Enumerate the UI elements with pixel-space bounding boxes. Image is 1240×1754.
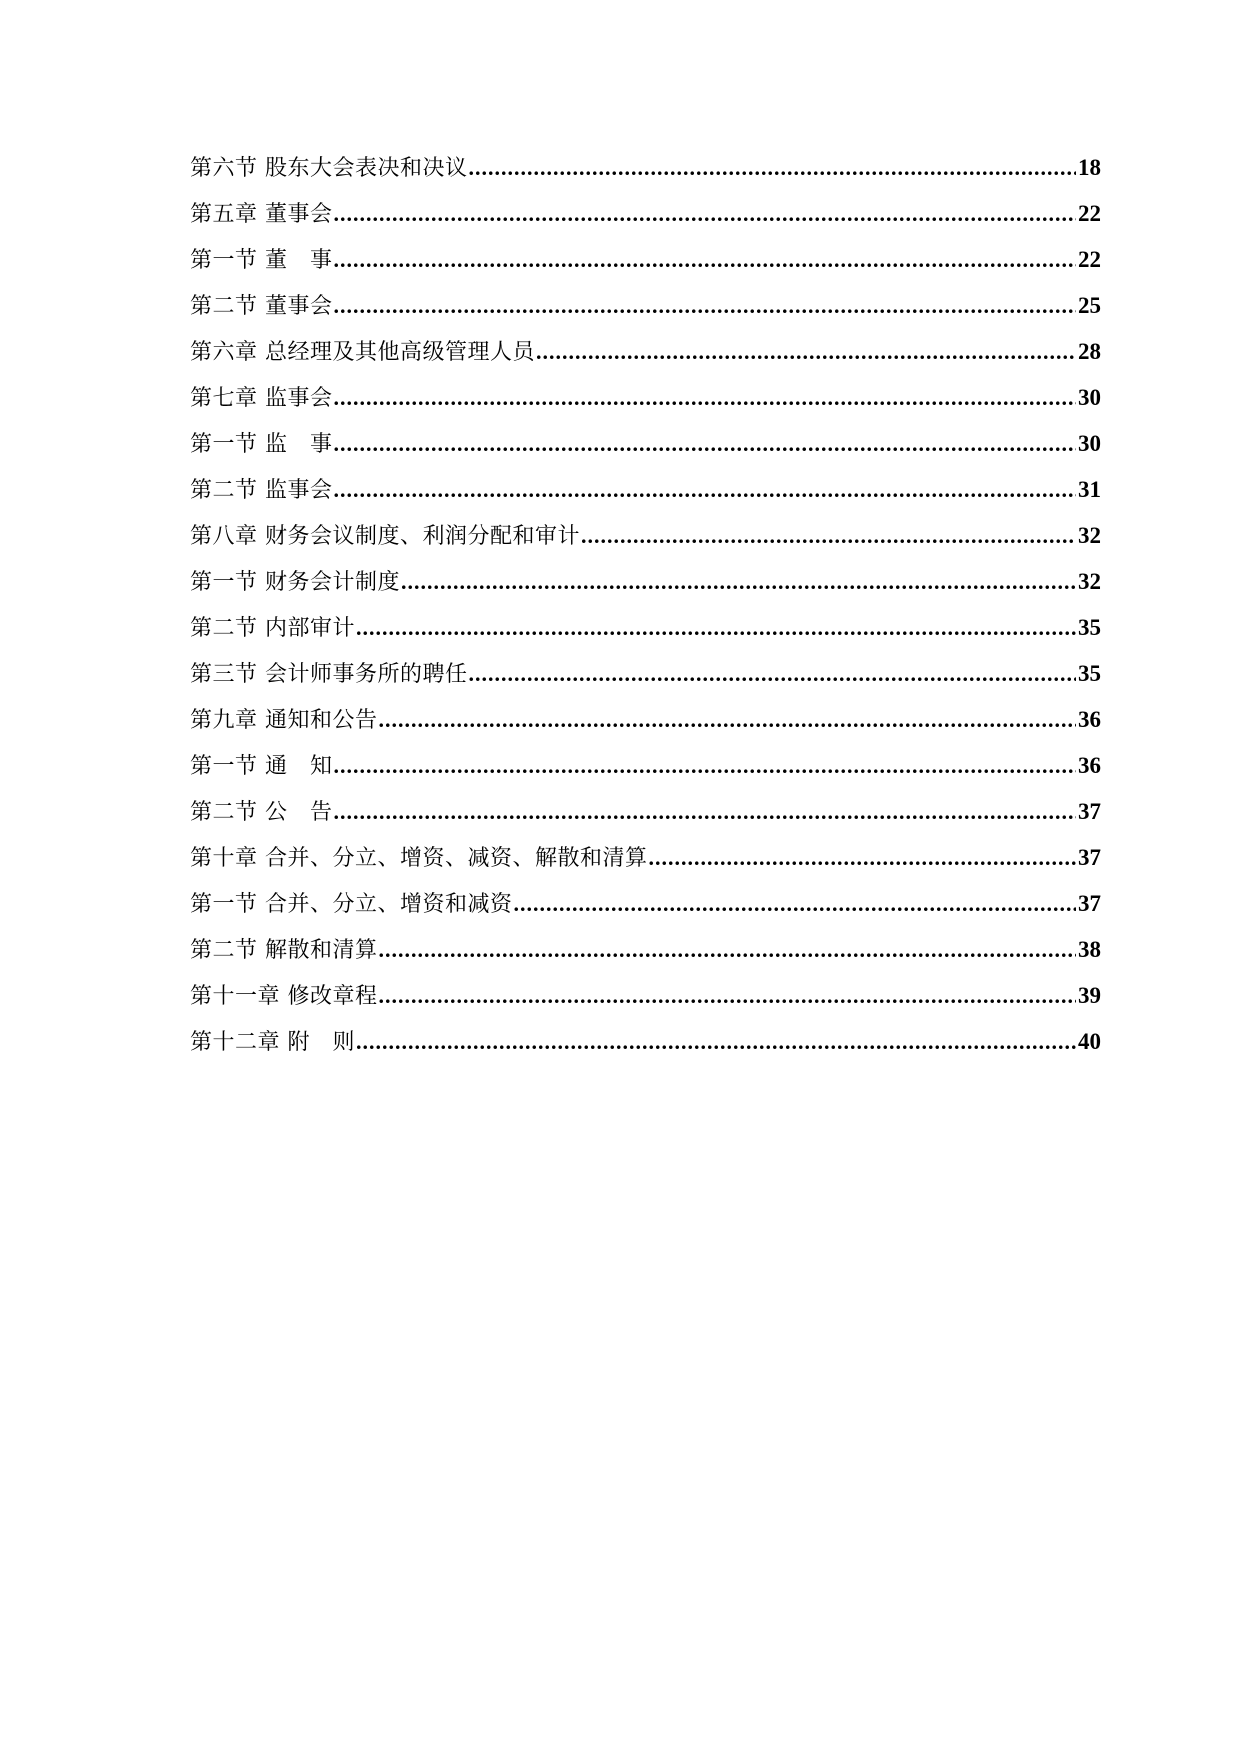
- toc-entry-title: 第三节 会计师事务所的聘任: [190, 662, 468, 687]
- toc-entry-title: 第七章 监事会: [190, 386, 333, 411]
- toc-dot-leader: [514, 881, 1077, 927]
- toc-page-number: 36: [1078, 753, 1101, 778]
- toc-entry-title: 第二节 董事会: [190, 294, 333, 319]
- toc-page-number: 30: [1078, 385, 1101, 410]
- toc-dot-leader: [334, 743, 1077, 789]
- toc-dot-leader: [536, 329, 1076, 375]
- toc-entry[interactable]: [190, 375, 1101, 421]
- toc-page-number: 30: [1078, 431, 1101, 456]
- toc-dot-leader: [379, 973, 1077, 1019]
- toc-entry-title: 第十一章 修改章程: [190, 984, 378, 1009]
- toc-dot-leader: [469, 145, 1077, 191]
- toc-page-number: 25: [1078, 293, 1101, 318]
- toc-page-number: 28: [1078, 339, 1101, 364]
- toc-entry-title: 第六节 股东大会表决和决议: [190, 156, 468, 181]
- toc-page-number: 32: [1078, 523, 1101, 548]
- toc-dot-leader: [334, 421, 1077, 467]
- toc-entry-title: 第二节 监事会: [190, 478, 333, 503]
- toc-dot-leader: [379, 697, 1077, 743]
- toc-entry-title: 第二节 解散和清算: [190, 938, 378, 963]
- toc-dot-leader: [334, 467, 1077, 513]
- toc-dot-leader: [334, 789, 1077, 835]
- toc-entry[interactable]: [190, 743, 1101, 789]
- toc-entry[interactable]: [190, 605, 1101, 651]
- toc-page-number: 36: [1078, 707, 1101, 732]
- toc-page-number: 38: [1078, 937, 1101, 962]
- toc-entry-title: 第九章 通知和公告: [190, 708, 378, 733]
- toc-page-number: 37: [1078, 799, 1101, 824]
- toc-entry-title: 第一节 财务会计制度: [190, 570, 400, 595]
- toc-dot-leader: [356, 1019, 1076, 1065]
- toc-entry-title: 第二节 内部审计: [190, 616, 355, 641]
- toc-entry[interactable]: [190, 513, 1101, 559]
- toc-page-number: 39: [1078, 983, 1101, 1008]
- toc-dot-leader: [469, 651, 1077, 697]
- toc-entry[interactable]: [190, 559, 1101, 605]
- toc-entry[interactable]: [190, 329, 1101, 375]
- toc-page-number: 35: [1078, 615, 1101, 640]
- toc-dot-leader: [649, 835, 1077, 881]
- toc-entry[interactable]: [190, 283, 1101, 329]
- toc-entry-title: 第十二章 附 则: [190, 1030, 355, 1055]
- toc-entry[interactable]: [190, 421, 1101, 467]
- toc-page-number: 22: [1078, 201, 1101, 226]
- toc-entry[interactable]: [190, 835, 1101, 881]
- toc-entry-title: 第八章 财务会议制度、利润分配和审计: [190, 524, 580, 549]
- toc-entry[interactable]: [190, 237, 1101, 283]
- toc-page-number: 35: [1078, 661, 1101, 686]
- toc-dot-leader: [334, 191, 1077, 237]
- toc-dot-leader: [356, 605, 1076, 651]
- toc-entry-title: 第一节 合并、分立、增资和减资: [190, 892, 513, 917]
- toc-entry[interactable]: [190, 1019, 1101, 1065]
- toc-entry-title: 第五章 董事会: [190, 202, 333, 227]
- toc-entry[interactable]: [190, 191, 1101, 237]
- toc-page-number: 37: [1078, 845, 1101, 870]
- table-of-contents: [190, 145, 1101, 1065]
- toc-dot-leader: [334, 283, 1077, 329]
- toc-entry-title: 第一节 通 知: [190, 754, 333, 779]
- toc-entry[interactable]: [190, 881, 1101, 927]
- toc-entry[interactable]: [190, 927, 1101, 973]
- toc-entry[interactable]: [190, 651, 1101, 697]
- toc-entry-title: 第一节 监 事: [190, 432, 333, 457]
- toc-entry[interactable]: [190, 467, 1101, 513]
- toc-entry-title: 第二节 公 告: [190, 800, 333, 825]
- toc-dot-leader: [401, 559, 1076, 605]
- toc-entry[interactable]: [190, 145, 1101, 191]
- toc-page-number: 37: [1078, 891, 1101, 916]
- toc-dot-leader: [379, 927, 1077, 973]
- toc-page-number: 18: [1078, 155, 1101, 180]
- toc-dot-leader: [581, 513, 1076, 559]
- toc-entry[interactable]: [190, 973, 1101, 1019]
- toc-entry-title: 第六章 总经理及其他高级管理人员: [190, 340, 535, 365]
- toc-dot-leader: [334, 237, 1077, 283]
- toc-page-number: 40: [1078, 1029, 1101, 1054]
- toc-entry-title: 第十章 合并、分立、增资、减资、解散和清算: [190, 846, 648, 871]
- toc-page-number: 31: [1078, 477, 1101, 502]
- toc-entry-title: 第一节 董 事: [190, 248, 333, 273]
- toc-dot-leader: [334, 375, 1077, 421]
- toc-page-number: 22: [1078, 247, 1101, 272]
- toc-entry[interactable]: [190, 789, 1101, 835]
- toc-entry[interactable]: [190, 697, 1101, 743]
- toc-page-number: 32: [1078, 569, 1101, 594]
